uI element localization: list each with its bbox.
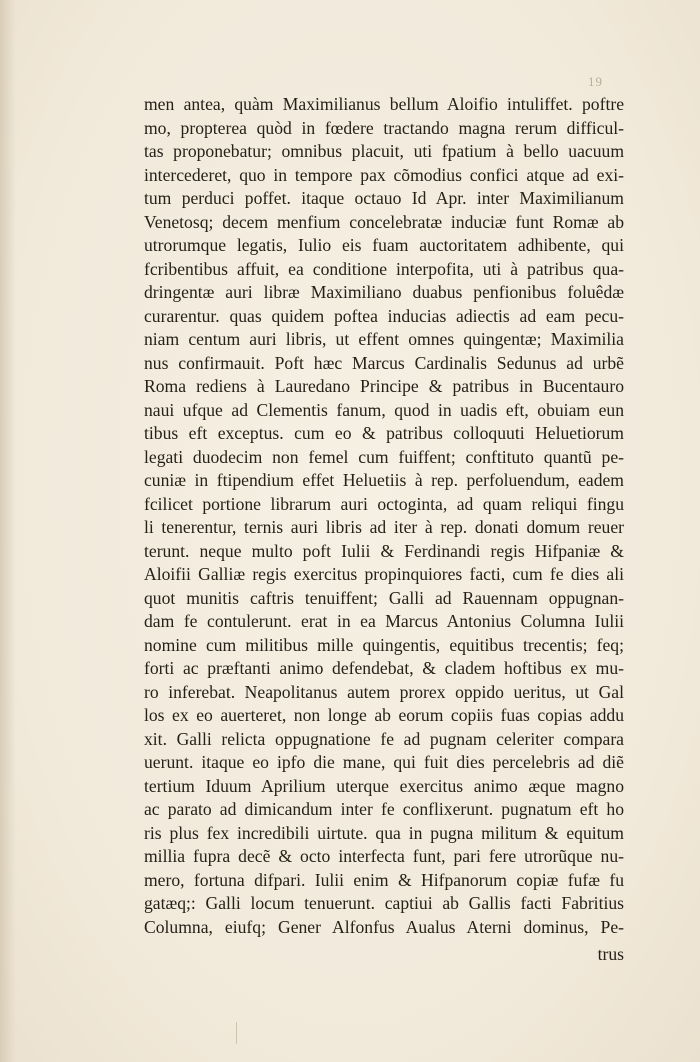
text-line: ro inferebat. Neapolitanus autem prorex oppido ueritus, ut Gal xyxy=(144,681,624,702)
text-line: fcribentibus affuit, ea conditione interpofita, uti à patribus qua- xyxy=(144,258,624,279)
folio-number: 19 xyxy=(588,74,603,89)
text-line: los ex eo auerteret, non longe ab eorum copiis fuas copias addu xyxy=(144,705,624,725)
catchword: trus xyxy=(597,944,624,964)
text-line: li tenerentur, ternis auri libris ad iter à rep. donati domum reuer xyxy=(144,517,624,537)
text-line: intercederet, quo in tempore pax cõmodius confici atque ad exi- xyxy=(144,164,624,185)
text-line: dam fe contulerunt. erat in ea Marcus Antonius Columna Iulii xyxy=(144,611,624,631)
text-line: legati duodecim non femel cum fuiffent; conftituto quantũ pe- xyxy=(144,446,624,467)
text-line: niam centum auri libris, ut effent omnes quingentæ; Maximilia xyxy=(144,329,624,349)
text-line: utrorumque legatis, Iulio eis fuam auctoritatem adhibente, qui xyxy=(144,235,624,255)
text-line: nus confirmauit. Poft hæc Marcus Cardinalis Sedunus ad urbẽ xyxy=(144,352,624,373)
text-line: cuniæ in ftipendium effet Heluetiis à rep. perfoluendum, eadem xyxy=(144,470,624,490)
text-line: gatæq;: Galli locum tenuerunt. captiui ab Gallis facti Fabritius xyxy=(144,893,624,913)
text-line: men antea, quàm Maximilianus bellum Aloifio intuliffet. poftre xyxy=(144,94,624,114)
text-line: millia fupra decẽ & octo interfecta funt, pari fere utrorũque nu- xyxy=(144,846,624,866)
text-line: tibus eft exceptus. cum eo & patribus colloquuti Heluetiorum xyxy=(144,423,624,443)
text-line: Venetosq; decem menfium concelebratæ induciæ funt Romæ ab xyxy=(144,211,624,232)
text-line: ac parato ad dimicandum inter fe conflixerunt. pugnatum eft ho xyxy=(144,799,624,819)
text-line: nomine cum militibus mille quingentis, equitibus trecentis; feq; xyxy=(144,634,624,655)
text-line: mo, propterea quòd in fœdere tractando magna rerum difficul- xyxy=(144,117,624,138)
text-line: quot munitis caftris tenuiffent; Galli ad Rauennam oppugnan- xyxy=(144,587,624,608)
text-line: ris plus fex incredibili uirtute. qua in pugna militum & equitum xyxy=(144,822,624,843)
text-line: Aloifii Galliæ regis exercitus propinquiores facti, cum fe dies ali xyxy=(144,564,624,584)
body-text xyxy=(144,93,624,967)
text-line: Columna, eiufq; Gener Alfonfus Aualus Aterni dominus, Pe- xyxy=(144,916,624,937)
text-line: tas proponebatur; omnibus placuit, uti fpatium à bello uacuum xyxy=(144,141,624,161)
text-line: curarentur. quas quidem poftea inducias adiectis ad eam pecu- xyxy=(144,305,624,326)
text-line: tertium Iduum Aprilium uterque exercitus animo æque magno xyxy=(144,775,624,796)
text-line: uerunt. itaque eo ipfo die mane, qui fuit dies percelebris ad diẽ xyxy=(144,752,624,772)
text-line: tum perduci poffet. itaque octauo Id Apr. inter Maximilianum xyxy=(144,188,624,208)
text-line: dringentæ auri libræ Maximiliano duabus penfionibus foluêdæ xyxy=(144,282,624,302)
text-line: naui ufque ad Clementis fanum, quod in uadis eft, obuiam eun xyxy=(144,399,624,420)
text-line: mero, fortuna difpari. Iulii enim & Hifpanorum copiæ fufæ fu xyxy=(144,869,624,890)
text-line: xit. Galli relicta oppugnatione fe ad pugnam celeriter compara xyxy=(144,728,624,749)
text-line: forti ac præftanti animo defendebat, & cladem hoftibus ex mu- xyxy=(144,658,624,678)
page-mark xyxy=(236,1022,237,1044)
text-line: fcilicet portione librarum auri octoginta, ad quam reliqui fingu xyxy=(144,493,624,514)
page-gutter-shadow xyxy=(0,0,16,1062)
text-line: Roma rediens à Lauredano Principe & patribus in Bucentauro xyxy=(144,376,624,396)
text-line: terunt. neque multo poft Iulii & Ferdinandi regis Hifpaniæ & xyxy=(144,540,624,561)
